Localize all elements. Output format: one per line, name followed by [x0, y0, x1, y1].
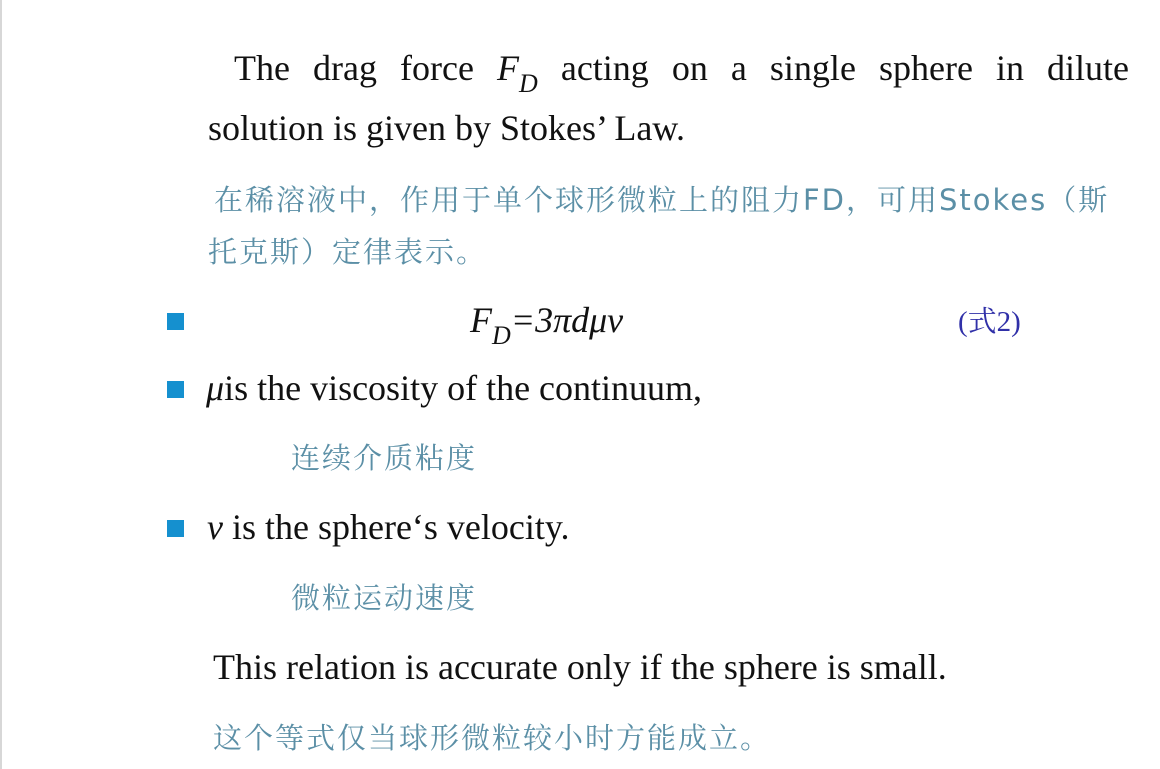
bullet-viscosity-zh: 连续介质粘度 [291, 441, 478, 475]
intro-line-1 [234, 46, 1129, 98]
force-symbol: F [497, 48, 520, 88]
viscosity-symbol: μ [206, 368, 225, 408]
bullet-viscosity [206, 366, 702, 410]
bullet-square-equation [167, 313, 184, 330]
intro-line-2: solution is given by Stokes’ Law. [208, 108, 685, 148]
intro-zh-line-2: 托克斯）定律表示。 [208, 235, 488, 269]
equation-lhs: F [470, 300, 492, 340]
bullet-velocity-zh: 微粒运动速度 [291, 581, 478, 615]
equation-lhs-subscript: D [492, 321, 511, 350]
conclusion-text: This relation is accurate only if the sphere is small. [213, 647, 947, 687]
intro-line1-prefix: The drag force [234, 48, 498, 88]
conclusion-zh: 这个等式仅当球形微粒较小时方能成立。 [213, 721, 772, 755]
velocity-symbol: v [207, 507, 223, 547]
intro-zh-line-1: 在稀溶液中，作用于单个球形微粒上的阻力FD，可用Stokes（斯 [214, 183, 1110, 217]
bullet-square-viscosity [167, 381, 184, 398]
intro-line1-suffix: acting on a single sphere in dilute [537, 48, 1129, 88]
bullet-square-velocity [167, 520, 184, 537]
velocity-text: is the sphere‘s velocity. [222, 507, 570, 547]
viscosity-text: is the viscosity of the continuum, [224, 368, 703, 408]
equation-rhs: =3πdμv [510, 300, 624, 340]
bullet-velocity [207, 505, 570, 549]
equation-reference: (式2) [958, 306, 1021, 338]
force-subscript: D [519, 69, 538, 98]
left-border-rule [0, 0, 2, 769]
stokes-equation [470, 298, 624, 350]
